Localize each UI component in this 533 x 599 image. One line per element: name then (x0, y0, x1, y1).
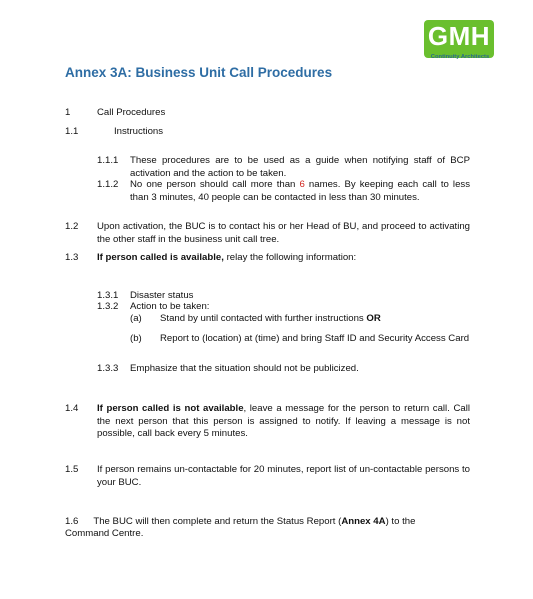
sub-item (160, 313, 470, 326)
bold-text: If person called is not available (97, 403, 244, 414)
text-segment: Stand by until contacted with further instructions (160, 313, 367, 324)
paragraph (65, 516, 465, 529)
highlight-number: 6 (299, 179, 305, 190)
section-heading: Call Procedures (97, 107, 166, 118)
gmh-logo (424, 20, 494, 58)
section-number: 1.6 (65, 516, 79, 527)
paragraph: These procedures are to be used as a guide when notifying staff of BCP activation and the action to be taken. (130, 155, 470, 179)
section-number: 1 (65, 107, 71, 118)
paragraph: If person remains un-contactable for 20 minutes, report list of un-contactable persons to your BUC. (97, 464, 470, 488)
bold-text: If person called is available, (97, 252, 224, 263)
list-item: Disaster status (130, 290, 194, 301)
text-segment: No one person should call more than (130, 179, 300, 190)
section-number: 1.1.1 (97, 155, 119, 166)
text-segment: ) to the (385, 516, 416, 527)
logo-text: GMH (427, 21, 491, 51)
section-number: 1.3.2 (97, 301, 119, 312)
section-heading: Instructions (114, 126, 164, 137)
text-segment: The BUC will then complete and return the Status Report ( (93, 516, 342, 527)
section-number: 1.4 (65, 403, 79, 414)
paragraph-continuation: Command Centre. (65, 528, 144, 539)
section-number: 1.5 (65, 464, 79, 475)
text-segment: names. By keeping each call to less than 3 minutes, 40 people can be contacted in less than 30 minutes. (130, 179, 470, 203)
section-number: 1.3 (65, 252, 79, 263)
sub-item-label: (b) (130, 333, 142, 344)
text-segment: relay the following information: (223, 252, 357, 263)
section-number: 1.1.2 (97, 179, 119, 190)
list-item: Emphasize that the situation should not be publicized. (130, 363, 359, 374)
sub-item: Report to (location) at (time) and bring Staff ID and Security Access Card (160, 333, 470, 344)
sub-item-label: (a) (130, 313, 142, 324)
page-title: Annex 3A: Business Unit Call Procedures (65, 65, 333, 80)
bold-text: Annex 4A (341, 516, 386, 527)
list-item: Action to be taken: (130, 301, 210, 312)
paragraph (130, 179, 470, 204)
paragraph (97, 252, 470, 265)
section-number: 1.3.3 (97, 363, 119, 374)
section-number: 1.2 (65, 221, 79, 232)
section-number: 1.1 (65, 126, 79, 137)
logo-subtitle: Continuity Architects (430, 54, 490, 60)
section-number: 1.3.1 (97, 290, 119, 301)
paragraph (97, 403, 470, 441)
bold-text: OR (366, 313, 381, 324)
text-segment: , leave a message for the person to return call. Call the next person that this person is assigned to notify. If leaving a message is not possible, call back every 5 minutes. (97, 403, 470, 439)
paragraph: Upon activation, the BUC is to contact his or her Head of BU, and proceed to activating the other staff in the business unit call tree. (97, 221, 470, 245)
